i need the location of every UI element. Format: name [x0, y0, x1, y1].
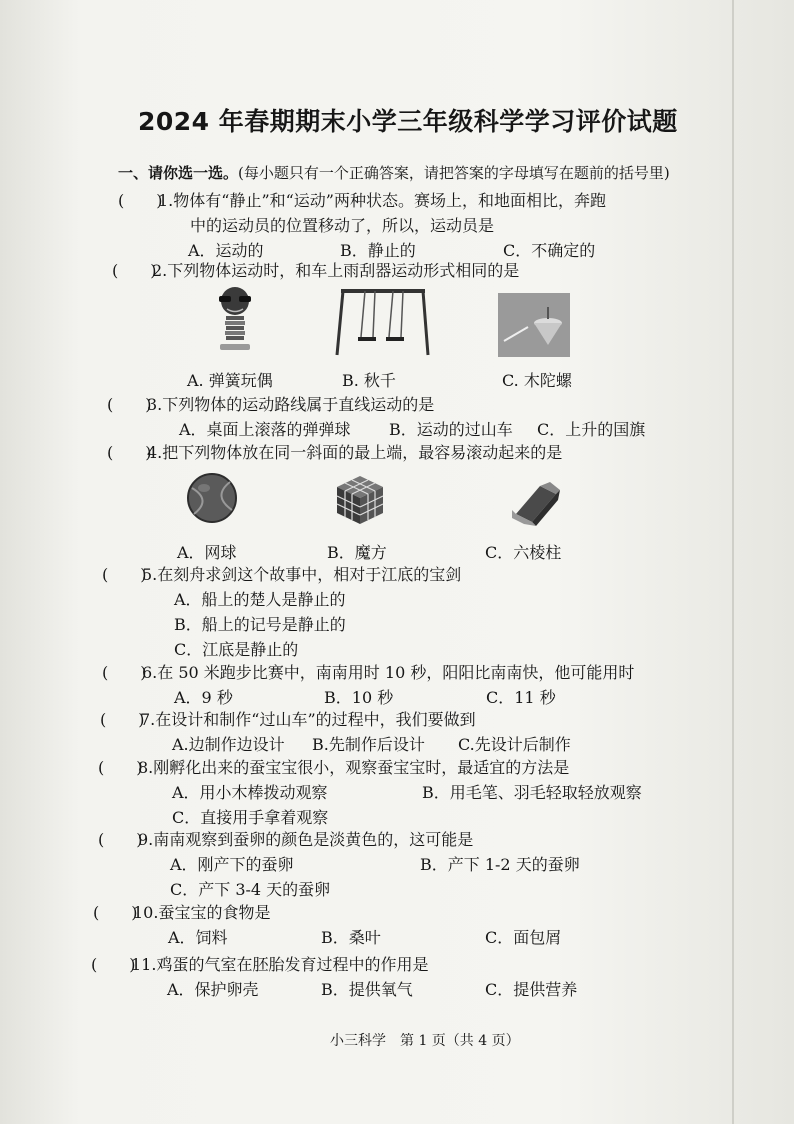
option-c: C．六棱柱	[485, 543, 562, 562]
question-text: 在设计和制作“过山车”的过程中，我们要做到	[155, 710, 476, 729]
answer-blank[interactable]: ( )	[112, 261, 157, 280]
exam-title: 2024 年春期期末小学三年级科学学习评价试题	[138, 107, 678, 136]
option-b: B．静止的	[340, 241, 416, 260]
option-c: C．江底是静止的	[174, 640, 299, 659]
question-number: 2.	[152, 261, 168, 280]
option-b: B．魔方	[327, 543, 387, 562]
question-9	[98, 827, 718, 902]
question-2-options	[112, 368, 732, 393]
tennis-ball-image	[186, 472, 238, 524]
question-text: 下列物体运动时，和车上雨刮器运动形式相同的是	[167, 261, 520, 280]
option-a: A．运动的	[188, 241, 264, 260]
question-text: 下列物体的运动路线属于直线运动的是	[162, 395, 435, 414]
option-b: B．船上的记号是静止的	[174, 615, 346, 634]
options	[93, 925, 713, 950]
answer-blank[interactable]: ( )	[118, 191, 163, 210]
swing-image	[335, 285, 430, 357]
option-c: C．不确定的	[503, 241, 596, 260]
spring-toy-image	[205, 285, 265, 357]
question-text: 在刻舟求剑这个故事中，相对于江底的宝剑	[157, 565, 462, 584]
question-number: 4.	[147, 443, 163, 462]
option-c: C．11 秒	[486, 688, 556, 707]
question-number: 8.	[138, 758, 154, 777]
option-b: B．提供氧气	[321, 980, 413, 999]
options	[112, 368, 732, 393]
options	[98, 852, 718, 877]
section-heading	[118, 162, 718, 183]
question-number: 1.	[158, 191, 174, 210]
option-b: B．运动的过山车	[389, 420, 513, 439]
section-title: 一、请你选一选。	[118, 164, 239, 182]
wooden-top-image	[498, 293, 570, 357]
option-b: B．10 秒	[324, 688, 394, 707]
option-b: B. 秋千	[342, 371, 396, 390]
question-number: 11.	[131, 955, 157, 974]
option-c: C．直接用手拿着观察	[172, 808, 329, 827]
answer-blank[interactable]: ( )	[93, 903, 138, 922]
options	[98, 780, 718, 805]
answer-blank[interactable]: ( )	[98, 830, 143, 849]
option-a: A．保护卵壳	[167, 980, 259, 999]
option-c: C．面包屑	[485, 928, 562, 947]
question-text: 蚕宝宝的食物是	[158, 903, 271, 922]
answer-blank[interactable]: ( )	[102, 663, 147, 682]
option-a: A．网球	[177, 543, 237, 562]
section-note: (每小题只有一个正确答案，请把答案的字母填写在题前的括号里)	[238, 164, 670, 182]
question-7	[100, 707, 720, 757]
question-4	[107, 440, 727, 465]
paper-fold-edge	[732, 0, 734, 1124]
option-a: A．船上的楚人是静止的	[174, 590, 346, 609]
answer-blank[interactable]: ( )	[91, 955, 136, 974]
option-c: C．产下 3-4 天的蚕卵	[170, 880, 331, 899]
option-a: A．9 秒	[174, 688, 233, 707]
question-number: 10.	[133, 903, 159, 922]
option-b: B．产下 1-2 天的蚕卵	[420, 855, 580, 874]
options	[91, 977, 711, 1002]
question-number: 7.	[140, 710, 156, 729]
rubiks-cube-image	[335, 474, 385, 526]
question-2	[112, 258, 732, 283]
answer-blank[interactable]: ( )	[98, 758, 143, 777]
option-a: A.边制作边设计	[172, 735, 285, 754]
question-text: 南南观察到蚕卵的颜色是淡黄色的，这可能是	[153, 830, 474, 849]
question-number: 3.	[147, 395, 163, 414]
question-1	[118, 188, 738, 263]
options	[107, 417, 727, 442]
page-footer: 小三科学 第 1 页（共 4 页）	[330, 1033, 520, 1049]
question-number: 5.	[142, 565, 158, 584]
option-a: A．刚产下的蚕卵	[170, 855, 294, 874]
option-a: A．桌面上滚落的弹弹球	[179, 420, 351, 439]
answer-blank[interactable]: ( )	[102, 565, 147, 584]
option-c: C．提供营养	[485, 980, 578, 999]
question-6	[102, 660, 722, 710]
options	[100, 732, 720, 757]
question-text: 把下列物体放在同一斜面的最上端，最容易滚动起来的是	[162, 443, 563, 462]
question-5	[102, 562, 722, 662]
question-8	[98, 755, 718, 830]
option-c: C.先设计后制作	[458, 735, 571, 754]
question-number: 6.	[142, 663, 158, 682]
hexagonal-prism-image	[510, 480, 562, 526]
question-text-cont: 中的运动员的位置移动了，所以，运动员是	[190, 216, 495, 235]
question-number: 9.	[138, 830, 154, 849]
question-3	[107, 392, 727, 442]
option-a: A. 弹簧玩偶	[187, 371, 273, 390]
question-10	[93, 900, 713, 950]
question-11	[91, 952, 711, 1002]
option-a: A．饲料	[168, 928, 228, 947]
option-c: C. 木陀螺	[502, 371, 572, 390]
option-b: B．用毛笔、羽毛轻取轻放观察	[422, 783, 642, 802]
option-b: B.先制作后设计	[312, 735, 425, 754]
question-text: 在 50 米跑步比赛中，南南用时 10 秒，阳阳比南南快，他可能用时	[157, 663, 635, 682]
question-text: 物体有“静止”和“运动”两种状态。赛场上，和地面相比，奔跑	[173, 191, 606, 210]
option-a: A．用小木棒拨动观察	[172, 783, 328, 802]
question-text: 刚孵化出来的蚕宝宝很小，观察蚕宝宝时，最适宜的方法是	[153, 758, 570, 777]
option-c: C．上升的国旗	[537, 420, 646, 439]
answer-blank[interactable]: ( )	[100, 710, 145, 729]
answer-blank[interactable]: ( )	[107, 395, 152, 414]
question-text: 鸡蛋的气室在胚胎发育过程中的作用是	[156, 955, 429, 974]
answer-blank[interactable]: ( )	[107, 443, 152, 462]
option-b: B．桑叶	[321, 928, 381, 947]
